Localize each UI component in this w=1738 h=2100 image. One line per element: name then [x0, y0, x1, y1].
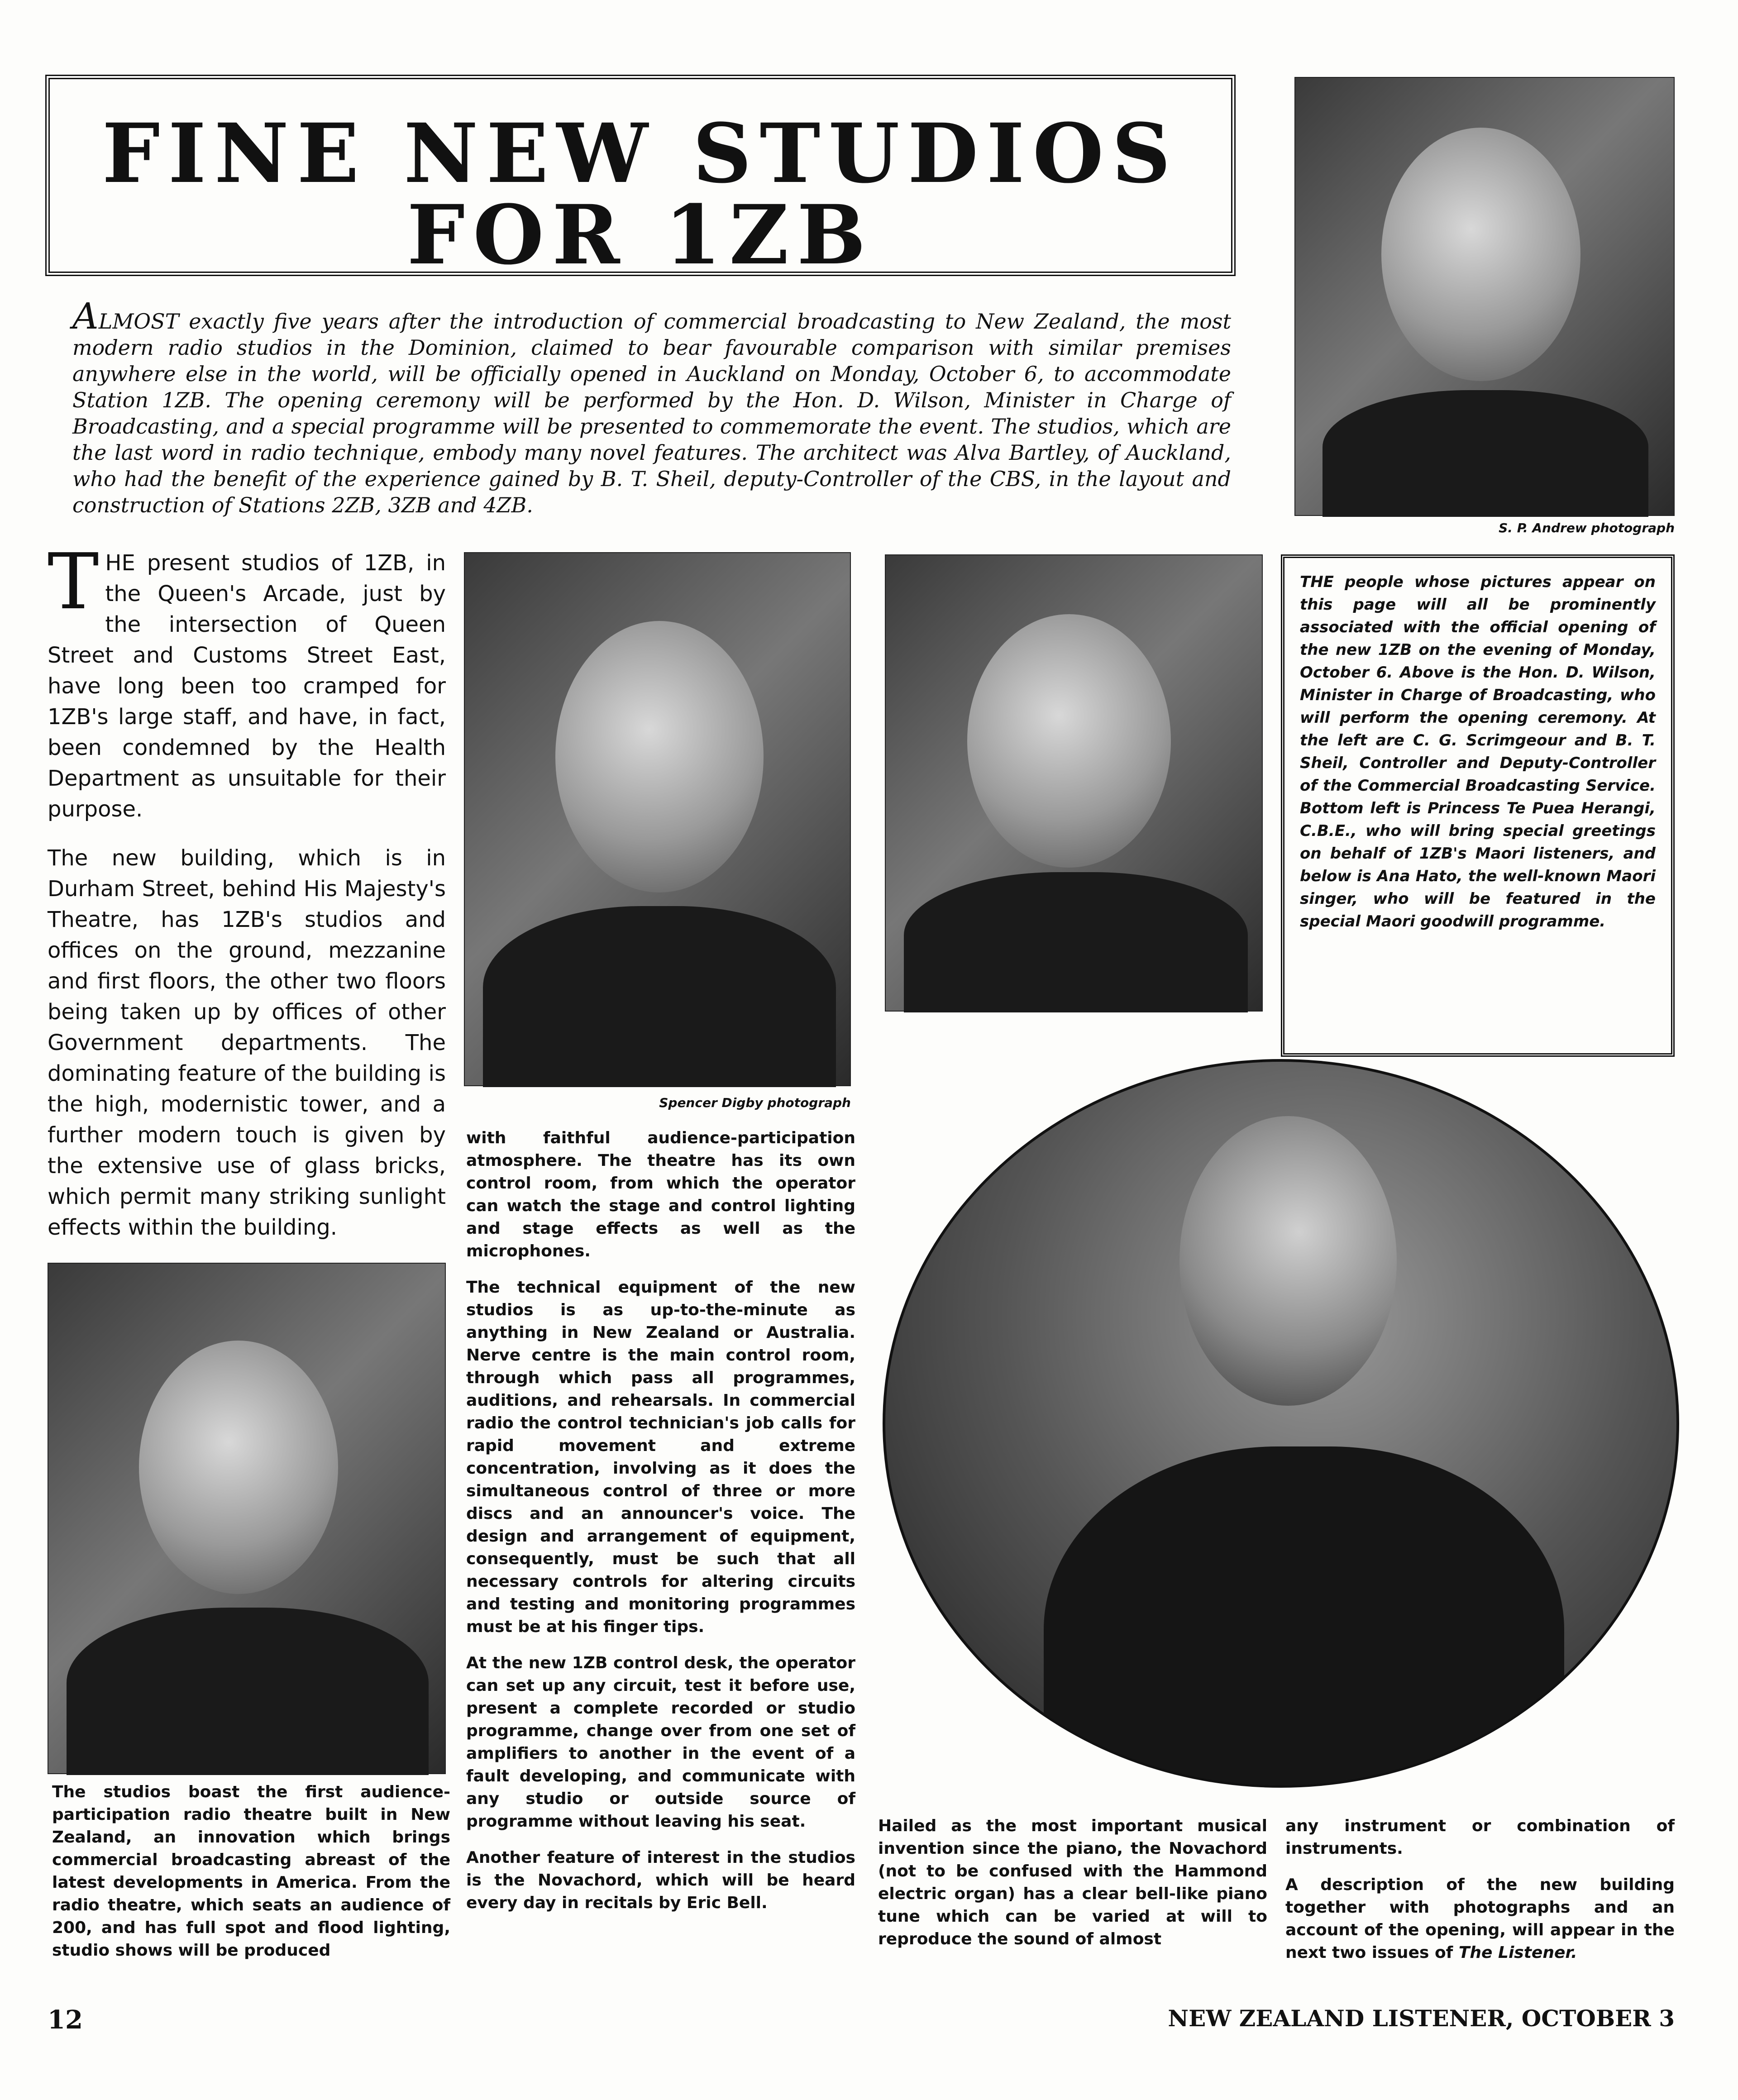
caption-box: THE people whose pictures appear on this page will all be prominently associated with the official opening of the new 1ZB on the evening of Monday, October 6. Above is the Hon. D. Wilson, Minister in Charge of Broadcasting, who will perform the opening ceremony. At the left are C. G. Scrimgeour and B. T. Sheil, Controller and Deputy-Controller of the Commercial Broadcasting Service. Bottom left is Princess Te Puea Herangi, C.B.E., who will bring special greetings on behalf of 1ZB's Maori listeners, and below is Ana Hato, the well-known Maori singer, who will be featured in the special Maori goodwill programme. — [1281, 554, 1675, 1057]
portrait-wilson-photo — [1294, 77, 1675, 516]
column-2-paragraph-3: At the new 1ZB control desk, the operator can set up any circuit, test it before use, present a complete recorded or studio programme, change over from one set of amplifiers to another in the event of a fault developing, and communicate with any studio or outside source of programme without leaving his seat. — [466, 1654, 855, 1831]
column-1-text — [48, 537, 446, 1261]
portrait-scrimgeour-photo — [464, 552, 851, 1086]
column-2-paragraph-1: with faithful audience-participation atmosphere. The theatre has its own control room, from which the operator can watch the stage and control lighting and stage effects as well as the microphones. — [466, 1129, 855, 1260]
publication-footer: NEW ZEALAND LISTENER, OCTOBER 3 — [1168, 2005, 1675, 2032]
column-2-paragraph-4: Another feature of interest in the studios is the Novachord, which will be heard every day in recitals by Eric Bell. — [466, 1848, 855, 1912]
column-1-paragraph-2: The new building, which is in Durham Street, behind His Majesty's Theatre, has 1ZB's studios and offices on the ground, mezzanine and first floors, the other two floors being taken up by offices of other Government departments. The dominating feature of the building is the high, modernistic tower, and a further modern touch is given by the extensive use of glass bricks, which permit many striking sunlight effects within the building. — [48, 845, 446, 1240]
column-2-paragraph-2: The technical equipment of the new studios is as up-to-the-minute as anything in New Zealand or Australia. Nerve centre is the main control room, through which pass all programmes, auditions, and rehearsals. In commercial radio the control technician's job calls for rapid movement and extreme concentration, involving as it does the simultaneous control of three or more discs and an announcer's voice. The design and arrangement of equipment, consequently, must be such that all necessary controls for altering circuits and testing and monitoring programmes must be at his finger tips. — [466, 1278, 855, 1636]
portrait-ana-hato-photo — [883, 1059, 1679, 1788]
dropcap: T — [48, 537, 99, 627]
headline-line-1: FINE NEW STUDIOS — [102, 106, 1179, 201]
credit-andrew: S. P. Andrew photograph — [1499, 520, 1675, 535]
column-4-paragraph-1: any instrument or combination of instruments. — [1285, 1817, 1675, 1858]
column-4-text — [1285, 1815, 1675, 1978]
column-3-text: Hailed as the most important musical invention since the piano, the Novachord (not to be confused with the Hammond electric organ) has a clear bell-like piano tune which can be varied at will to reproduce the sound of almost — [878, 1817, 1267, 1948]
column-2-text — [466, 1127, 855, 1928]
column-1-bottom-text: The studios boast the first audience-participation radio theatre built in New Zealand, an innovation which brings commercial broadcasting abreast of the latest developments in America. From the radio theatre, which seats an audience of 200, and has full spot and flood lighting, studio shows will be produced — [52, 1783, 450, 1960]
page-number: 12 — [48, 2005, 83, 2035]
portrait-sheil-photo — [885, 554, 1263, 1012]
column-1-paragraph-1: THE present studios of 1ZB, in the Queen's Arcade, just by the intersection of Queen Street and Customs Street East, have long been too cramped for 1ZB's large staff, and have, in fact, been condemned by the Health Department as unsuitable for their purpose. — [48, 537, 446, 822]
headline-box — [45, 75, 1236, 283]
intro-paragraph: ALMOST exactly five years after the introduction of commercial broadcasting to New Zealand, the most modern radio studios in the Dominion, claimed to bear favourable comparison with similar premises anywhere else in the world, will be officially opened in Auckland on Monday, October 6, to accommodate Station 1ZB. The opening ceremony will be performed by the Hon. D. Wilson, Minister in Charge of Broadcasting, and a special programme will be presented to commemorate the event. The studios, which are the last word in radio technique, embody many novel features. The architect was Alva Bartley, of Auckland, who had the benefit of the experience gained by B. T. Sheil, deputy-Controller of the CBS, in the layout and construction of Stations 2ZB, 3ZB and 4ZB. — [72, 295, 1231, 517]
column-4-paragraph-2: A description of the new building together with photographs and an account of the opening, will appear in the next two issues of The Listener. — [1285, 1876, 1675, 1962]
headline-line-2: FOR 1ZB — [407, 187, 874, 283]
portrait-te-puea-photo — [48, 1263, 446, 1774]
credit-digby: Spencer Digby photograph — [659, 1095, 851, 1110]
